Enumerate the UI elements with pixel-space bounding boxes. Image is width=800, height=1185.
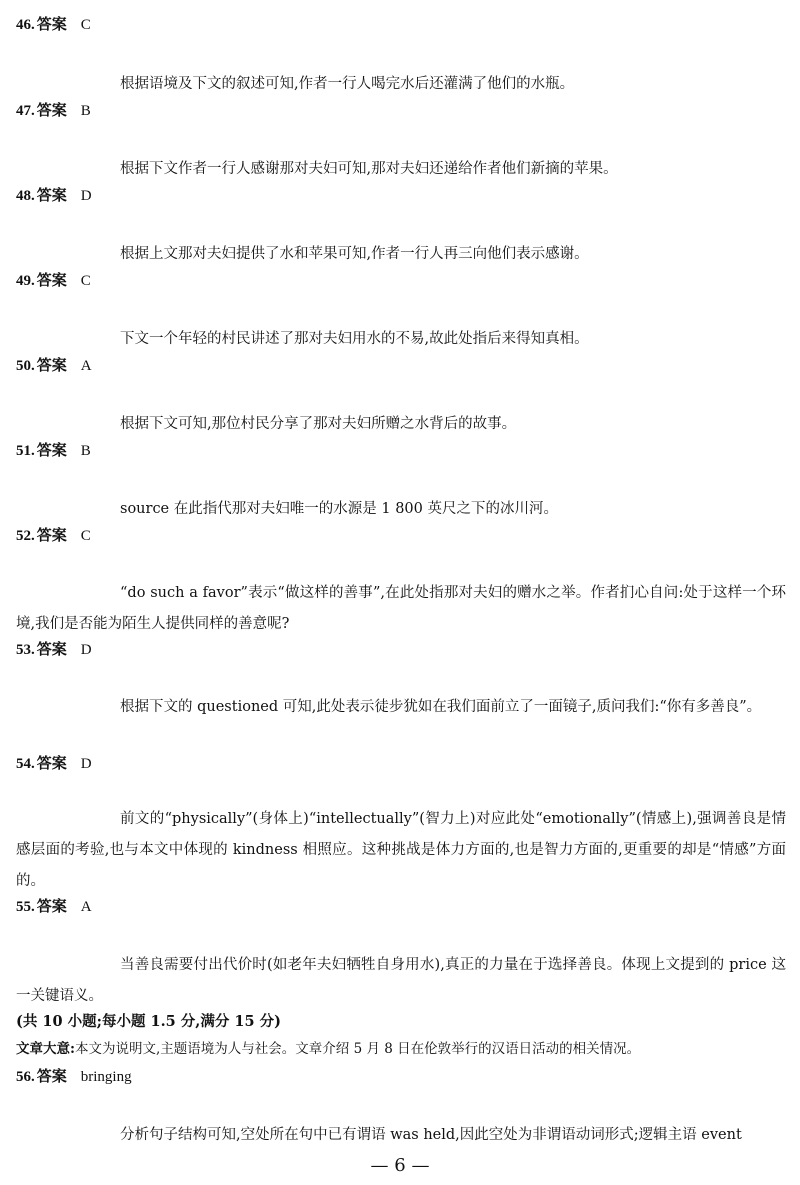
- question-number: 52.: [16, 528, 35, 544]
- answer-line: [16, 641, 92, 659]
- answer-option: A: [80, 899, 92, 915]
- answer-label: 答案: [36, 188, 67, 204]
- question-number: 46.: [16, 17, 35, 33]
- question-number: 51.: [16, 443, 35, 459]
- answer-label: 答案: [36, 642, 67, 658]
- answer-option: B: [80, 443, 91, 459]
- explanation: source 在此指代那对夫妇唯一的水源是 1 800 英尺之下的冰川河。: [120, 501, 558, 517]
- explanation: 根据语境及下文的叙述可知,作者一行人喝完水后还灌满了他们的水瓶。: [120, 76, 575, 92]
- answer-option: bringing: [80, 1069, 132, 1085]
- section-header: (共 10 小题;每小题 1.5 分,满分 15 分): [16, 1013, 281, 1030]
- answer-label: 答案: [36, 103, 67, 119]
- explanation: 分析句子结构可知,空处所在句中已有谓语 was held,因此空处为非谓语动词形式;逻辑主语 event: [120, 1127, 742, 1143]
- explanation: 当善良需要付出代价时(如老年夫妇牺牲自身用水),真正的力量在于选择善良。体现上文提到的 price 这一关键语义。: [16, 957, 786, 1004]
- answer-line: [16, 357, 92, 375]
- answer-line: [16, 442, 91, 460]
- question-number: 56.: [16, 1069, 35, 1085]
- answer-line: [16, 898, 92, 916]
- answer-label: 答案: [36, 17, 67, 33]
- explanation: 根据下文的 questioned 可知,此处表示徒步犹如在我们面前立了一面镜子,质问我们:“你有多善良”。: [120, 699, 762, 715]
- question-number: 48.: [16, 188, 35, 204]
- question-number: 55.: [16, 899, 35, 915]
- explanation: 前文的“physically”(身体上)“intellectually”(智力上)对应此处“emotionally”(情感上),强调善良是情感层面的考验,也与本文中体现的 kindness 相照应。这种挑战是体力方面的,也是智力方面的,更重要的却是“情感”方面的。: [16, 811, 786, 889]
- answer-option: D: [80, 188, 92, 204]
- question-number: 54.: [16, 756, 35, 772]
- question-number: 53.: [16, 642, 35, 658]
- answer-option: C: [80, 273, 91, 289]
- answer-label: 答案: [36, 528, 67, 544]
- answer-label: 答案: [36, 899, 67, 915]
- answer-option: C: [80, 528, 91, 544]
- answer-label: 答案: [36, 443, 67, 459]
- answer-line: [16, 755, 92, 773]
- explanation: “do such a favor”表示“做这样的善事”,在此处指那对夫妇的赠水之举。作者扪心自问:处于这样一个环境,我们是否能为陌生人提供同样的善意呢?: [16, 585, 786, 632]
- answer-option: D: [80, 756, 92, 772]
- answer-label: 答案: [36, 358, 67, 374]
- answer-option: D: [80, 642, 92, 658]
- explanation: 根据下文作者一行人感谢那对夫妇可知,那对夫妇还递给作者他们新摘的苹果。: [120, 161, 618, 177]
- explanation: 下文一个年轻的村民讲述了那对夫妇用水的不易,故此处指后来得知真相。: [120, 331, 589, 347]
- page-number: — 6 —: [370, 1155, 430, 1176]
- answer-line: [16, 272, 91, 290]
- answer-line: [16, 1068, 132, 1086]
- answer-line: [16, 527, 91, 545]
- question-number: 50.: [16, 358, 35, 374]
- answer-line: [16, 102, 91, 120]
- answer-line: [16, 187, 92, 205]
- answer-label: 答案: [36, 756, 67, 772]
- article-summary: [16, 1040, 796, 1058]
- summary-text: 本文为说明文,主题语境为人与社会。文章介绍 5 月 8 日在伦敦举行的汉语日活动的相关情况。: [74, 1041, 641, 1057]
- answer-label: 答案: [36, 273, 67, 289]
- answer-option: A: [80, 358, 92, 374]
- answer-line: [16, 16, 91, 34]
- explanation: 根据上文那对夫妇提供了水和苹果可知,作者一行人再三向他们表示感谢。: [120, 246, 589, 262]
- question-number: 47.: [16, 103, 35, 119]
- answer-option: B: [80, 103, 91, 119]
- answer-label: 答案: [36, 1069, 67, 1085]
- explanation: 根据下文可知,那位村民分享了那对夫妇所赠之水背后的故事。: [120, 416, 517, 432]
- answer-option: C: [80, 17, 91, 33]
- question-number: 49.: [16, 273, 35, 289]
- summary-label: 文章大意:: [16, 1041, 75, 1057]
